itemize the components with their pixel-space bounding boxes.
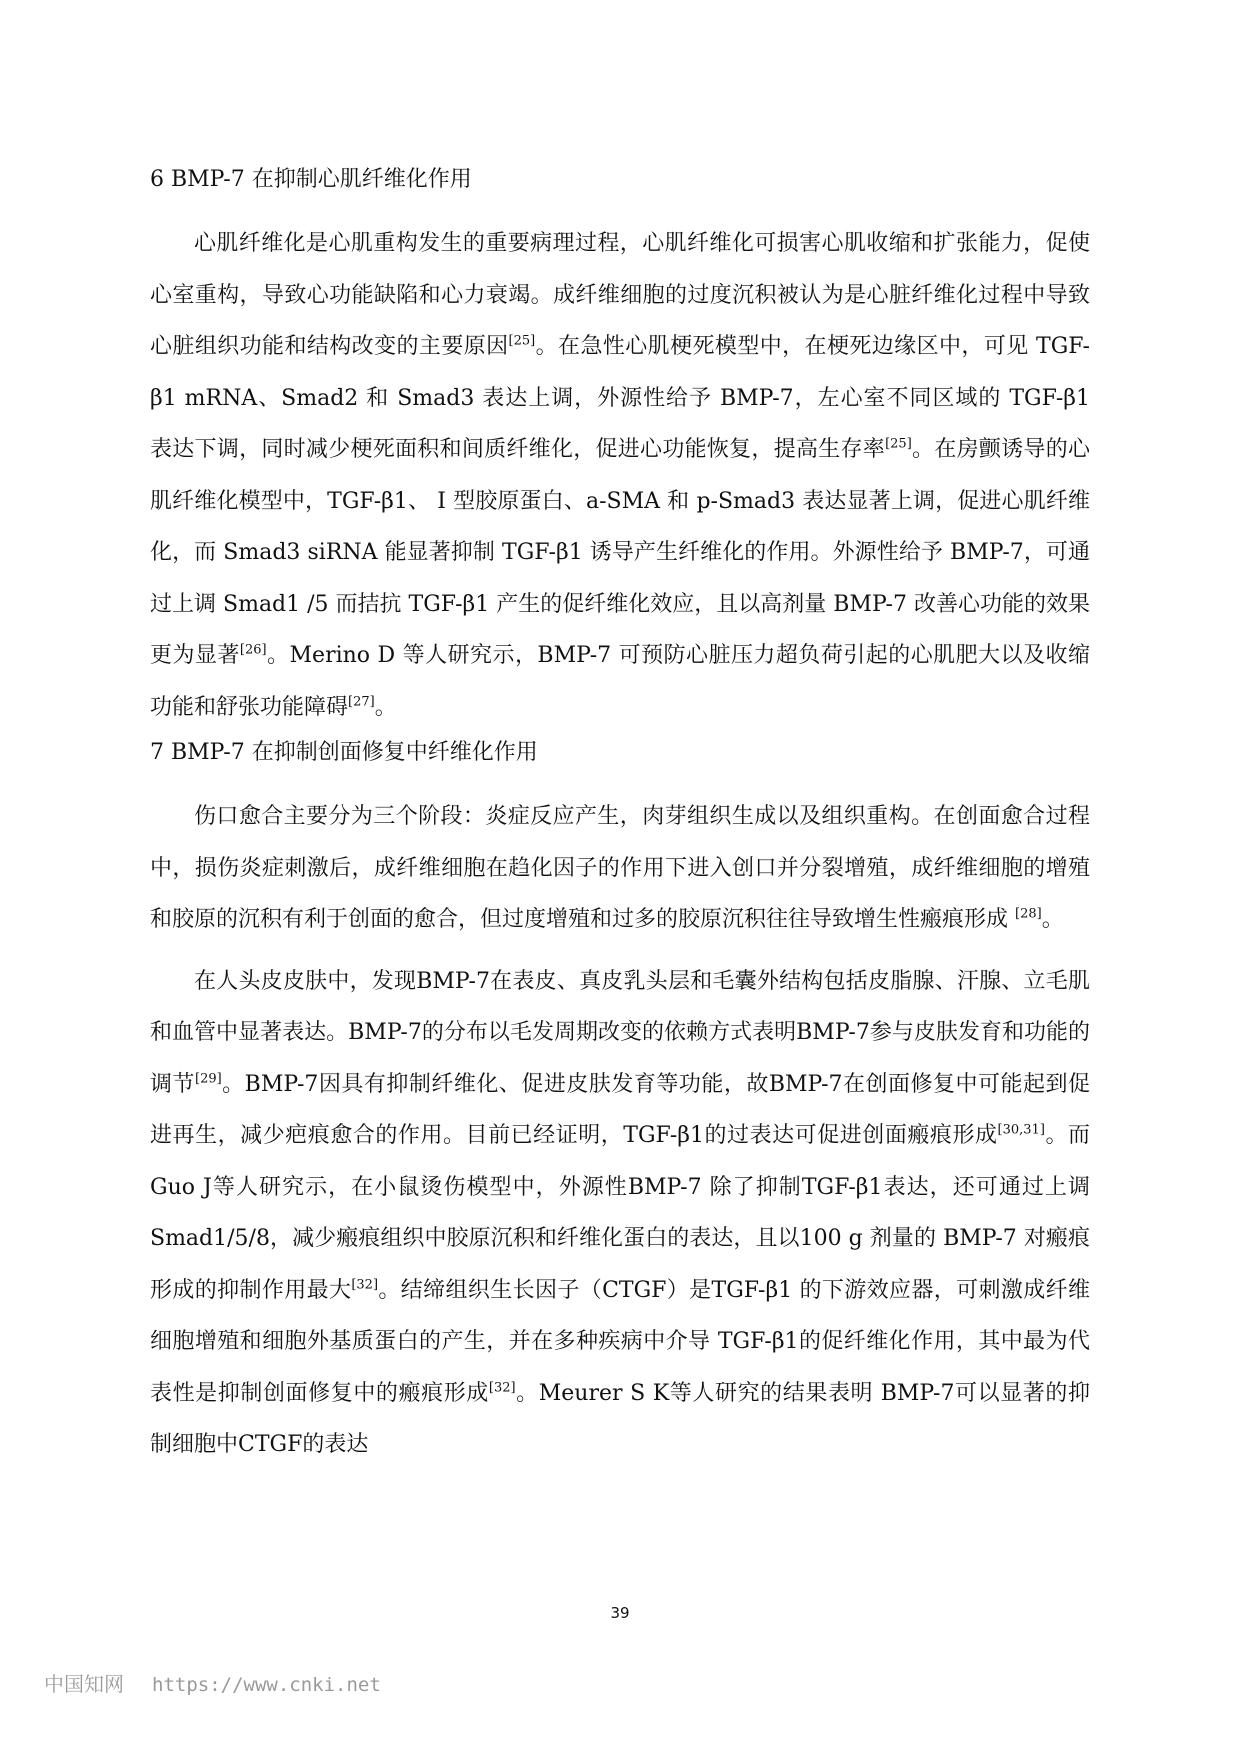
citation-marker: [28]: [1015, 906, 1042, 922]
section-7-heading: 7 BMP-7 在抑制创面修复中纤维化作用: [150, 740, 538, 765]
section-6-heading: 6 BMP-7 在抑制心肌纤维化作用: [150, 167, 472, 192]
citation-marker: [29]: [195, 1071, 222, 1087]
citation-marker: [26]: [239, 642, 267, 658]
page-number: 39: [610, 1604, 630, 1622]
citation-marker: [25]: [885, 436, 912, 452]
section-7-paragraph-1: 伤口愈合主要分为三个阶段：炎症反应产生，肉芽组织生成以及组织重构。在创面愈合过程中，损伤炎症刺激后，成纤维细胞在趋化因子的作用下进入创口并分裂增殖，成纤维细胞的增殖和胶原的沉积有利于创面的愈合，但过度增殖和过多的胶原沉积往往导致增生性瘢痕形成 [28]。: [150, 804, 1090, 932]
citation-marker: [25]: [508, 333, 536, 349]
citation-marker: [30,31]: [997, 1122, 1045, 1138]
watermark-brand: 中国知网: [44, 1672, 124, 1696]
citation-marker: [32]: [488, 1380, 516, 1396]
paragraph-gap: [150, 946, 1090, 956]
cnki-watermark: [44, 1668, 381, 1697]
section-6-paragraph: 心肌纤维化是心肌重构发生的重要病理过程，心肌纤维化可损害心肌收缩和扩张能力，促使心室重构，导致心功能缺陷和心力衰竭。成纤维细胞的过度沉积被认为是心脏纤维化过程中导致心脏组织功能和结构改变的主要原因[25]。在急性心肌梗死模型中，在梗死边缘区中，可见 TGF-β1 mRNA、Smad2 和 Smad3 表达上调，外源性给予 BMP-7，左心室不同区域的 TGF-β1 表达下调，同时减少梗死面积和间质纤维化，促进心功能恢复，提高生存率[25]。在房颤诱导的心肌纤维化模型中，TGF-β1、 I 型胶原蛋白、a-SMA 和 p-Smad3 表达显著上调，促进心肌纤维化，而 Smad3 siRNA 能显著抑制 TGF-β1 诱导产生纤维化的作用。外源性给予 BMP-7，可通过上调 Smad1 /5 而拮抗 TGF-β1 产生的促纤维化效应，且以高剂量 BMP-7 改善心功能的效果更为显著[26]。Merino D 等人研究示，BMP-7 可预防心脏压力超负荷引起的心肌肥大以及收缩功能和舒张功能障碍[27]。: [150, 231, 1090, 720]
watermark-url: https://www.cnki.net: [152, 1674, 381, 1696]
page-body: [150, 160, 1090, 1471]
section-7-paragraph-2: 在人头皮皮肤中，发现BMP-7在表皮、真皮乳头层和毛囊外结构包括皮脂腺、汗腺、立毛肌和血管中显著表达。BMP-7的分布以毛发周期改变的依赖方式表明BMP-7参与皮肤发育和功能的调节[29]。BMP-7因具有抑制纤维化、促进皮肤发育等功能，故BMP-7在创面修复中可能起到促进再生，减少疤痕愈合的作用。目前已经证明，TGF-β1的过表达可促进创面瘢痕形成[30,31]。而Guo J等人研究示，在小鼠烫伤模型中，外源性BMP-7 除了抑制TGF-β1表达，还可通过上调Smad1/5/8，减少瘢痕组织中胶原沉积和纤维化蛋白的表达，且以100 g 剂量的 BMP-7 对瘢痕形成的抑制作用最大[32]。结缔组织生长因子（CTGF）是TGF-β1 的下游效应器，可刺激成纤维细胞增殖和细胞外基质蛋白的产生，并在多种疾病中介导 TGF-β1的促纤维化作用，其中最为代表性是抑制创面修复中的瘢痕形成[32]。Meurer S K等人研究的结果表明 BMP-7可以显著的抑制细胞中CTGF的表达: [150, 968, 1090, 1457]
citation-marker: [32]: [351, 1277, 379, 1293]
citation-marker: [27]: [348, 694, 375, 710]
